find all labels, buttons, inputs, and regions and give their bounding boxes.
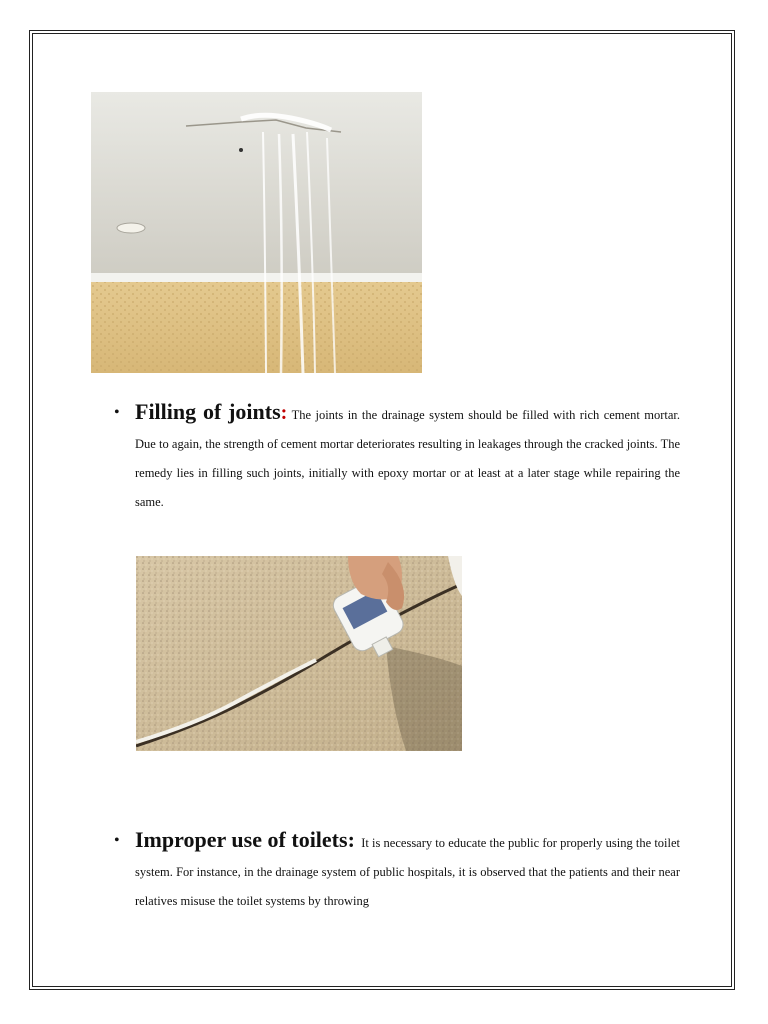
section-body-text: The joints in the drainage system should be filled with rich cement mortar. Due to again, the strength of cement mortar deteriorates resulting in leakages through the cracked joints. The remedy lies in filling such joints, initially with epoxy mortar or at least at a later stage while repairing the same. — [135, 408, 680, 509]
section-paragraph — [135, 825, 680, 916]
section-paragraph — [135, 397, 680, 517]
section-filling-of-joints — [114, 397, 680, 517]
section-heading: Improper use of toilets — [135, 827, 348, 852]
section-heading: Filling of joints — [135, 399, 281, 424]
ceiling-leak-photo — [91, 92, 422, 373]
bullet-icon: • — [114, 832, 120, 849]
heading-colon: : — [347, 827, 355, 852]
section-improper-use-of-toilets — [114, 825, 680, 916]
floor-crack-sealing-photo — [136, 556, 462, 751]
section-body-text: It is necessary to educate the public for properly using the toilet system. For instance, in the drainage system of public hospitals, it is observed that the patients and their near relatives misuse the toilet systems by throwing — [135, 836, 681, 908]
heading-colon: : — [280, 402, 288, 424]
bullet-icon: • — [114, 404, 120, 421]
